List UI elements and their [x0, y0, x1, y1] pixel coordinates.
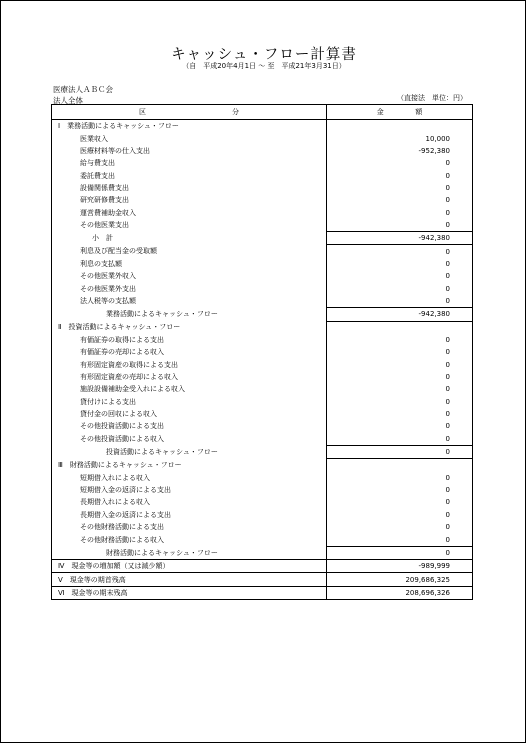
row-label: その他財務活動による支出: [52, 521, 327, 533]
row-amount: 0: [327, 496, 473, 508]
row-label: 医療材料等の仕入支出: [52, 145, 327, 157]
column-header-category-char2: 分: [232, 108, 239, 116]
summary-row: [52, 586, 473, 599]
table-row: [52, 359, 473, 371]
row-amount: 0: [327, 169, 473, 181]
row-label: その他医業外収入: [52, 270, 327, 282]
row-amount: -942,380: [327, 232, 473, 245]
row-label: 研究研修費支出: [52, 194, 327, 206]
row-amount: -942,380: [327, 308, 473, 321]
row-amount: 0: [327, 282, 473, 294]
row-amount: 0: [327, 509, 473, 521]
table-row: [52, 521, 473, 533]
row-amount: 0: [327, 420, 473, 432]
row-amount: 209,686,325: [327, 573, 473, 586]
row-amount: 0: [327, 546, 473, 559]
row-label: 法人税等の支払額: [52, 295, 327, 308]
cash-flow-table: [51, 104, 473, 600]
row-label: Ⅲ 財務活動によるキャッシュ・フロー: [52, 459, 327, 472]
row-amount: 0: [327, 383, 473, 395]
table-row: [52, 245, 473, 258]
row-label: 貸付金の回収による収入: [52, 408, 327, 420]
row-amount: 0: [327, 334, 473, 346]
table-row: [52, 194, 473, 206]
column-header-amount-char1: 金: [376, 108, 384, 116]
row-amount: 0: [327, 396, 473, 408]
summary-row: [52, 560, 473, 573]
row-label: 給与費支出: [52, 157, 327, 169]
row-label: 有価証券の売却による収入: [52, 346, 327, 358]
row-amount: 0: [327, 295, 473, 308]
table-row: [52, 282, 473, 294]
row-amount: 10,000: [327, 132, 473, 144]
table-row: [52, 157, 473, 169]
row-amount: 0: [327, 445, 473, 458]
table-row: [52, 472, 473, 484]
table-row: [52, 371, 473, 383]
row-label: 業務活動によるキャッシュ・フロー: [52, 308, 327, 321]
page-title: キャッシュ・フロー計算書: [171, 47, 357, 63]
section-total-row: [52, 445, 473, 458]
method-unit-note: （直接法 単位：円）: [397, 94, 467, 102]
row-label: その他財務活動による収入: [52, 533, 327, 546]
row-amount: 0: [327, 270, 473, 282]
row-amount: 0: [327, 346, 473, 358]
table-row: [52, 145, 473, 157]
table-row: [52, 484, 473, 496]
table-row: [52, 420, 473, 432]
row-amount: 0: [327, 472, 473, 484]
row-label: 長期借入金の返済による支出: [52, 509, 327, 521]
table-row: [52, 334, 473, 346]
row-amount: 0: [327, 408, 473, 420]
row-amount: -952,380: [327, 145, 473, 157]
table-header-row: [52, 105, 473, 120]
row-label: 短期借入金の返済による支出: [52, 484, 327, 496]
section-total-row: [52, 546, 473, 559]
column-header-amount-char2: 額: [415, 108, 423, 116]
table-row: [52, 295, 473, 308]
row-amount: 0: [327, 258, 473, 270]
row-amount: 0: [327, 433, 473, 446]
row-label: 利息の支払額: [52, 258, 327, 270]
row-amount: 0: [327, 194, 473, 206]
row-amount: [327, 459, 473, 472]
row-label: その他医業外支出: [52, 282, 327, 294]
section-heading-row: [52, 120, 473, 133]
row-amount: 0: [327, 484, 473, 496]
table-row: [52, 182, 473, 194]
row-label: 医業収入: [52, 132, 327, 144]
row-label: 運営費補助金収入: [52, 206, 327, 218]
column-header-category: [52, 105, 327, 120]
row-label: その他投資活動による支出: [52, 420, 327, 432]
column-header-amount: [327, 105, 473, 120]
table-row: [52, 433, 473, 446]
report-scope: 法人全体: [53, 96, 83, 105]
row-amount: [327, 321, 473, 334]
subtotal-row: [52, 232, 473, 245]
row-amount: 0: [327, 521, 473, 533]
table-row: [52, 258, 473, 270]
row-amount: 0: [327, 219, 473, 232]
row-amount: 0: [327, 157, 473, 169]
row-label: Ⅵ 現金等の期末残高: [52, 586, 327, 599]
row-label: Ⅱ 投資活動によるキャッシュ・フロー: [52, 321, 327, 334]
table-row: [52, 219, 473, 232]
section-heading-row: [52, 321, 473, 334]
table-row: [52, 396, 473, 408]
row-label: 利息及び配当金の受取額: [52, 245, 327, 258]
row-label: Ⅴ 現金等の期首残高: [52, 573, 327, 586]
row-label: 短期借入れによる収入: [52, 472, 327, 484]
row-label: 貸付けによる支出: [52, 396, 327, 408]
row-label: Ⅳ 現金等の増加額（又は減少額）: [52, 560, 327, 573]
row-amount: 0: [327, 245, 473, 258]
table-row: [52, 509, 473, 521]
row-amount: 0: [327, 182, 473, 194]
section-total-row: [52, 308, 473, 321]
summary-row: [52, 573, 473, 586]
fiscal-period: （自 平成20年4月1日 ～ 至 平成21年3月31日）: [182, 62, 346, 70]
row-label: 有形固定資産の売却による収入: [52, 371, 327, 383]
row-amount: [327, 120, 473, 133]
row-label: 設備関係費支出: [52, 182, 327, 194]
row-amount: 0: [327, 359, 473, 371]
table-row: [52, 270, 473, 282]
table-row: [52, 383, 473, 395]
row-label: 有価証券の取得による支出: [52, 334, 327, 346]
corporation-name: 医療法人ＡＢＣ会: [53, 85, 113, 94]
row-label: 小 計: [52, 232, 327, 245]
row-label: 施設設備補助金受入れによる収入: [52, 383, 327, 395]
table-row: [52, 408, 473, 420]
row-amount: 0: [327, 371, 473, 383]
table-row: [52, 533, 473, 546]
row-label: 投資活動によるキャッシュ・フロー: [52, 445, 327, 458]
row-amount: 0: [327, 206, 473, 218]
table-row: [52, 206, 473, 218]
row-label: Ⅰ 業務活動によるキャッシュ・フロー: [52, 120, 327, 133]
row-amount: 208,696,326: [327, 586, 473, 599]
column-header-category-char1: 区: [139, 108, 146, 116]
row-label: 長期借入れによる収入: [52, 496, 327, 508]
row-label: その他投資活動による収入: [52, 433, 327, 446]
row-label: 財務活動によるキャッシュ・フロー: [52, 546, 327, 559]
row-amount: 0: [327, 533, 473, 546]
table-row: [52, 132, 473, 144]
row-amount: -989,999: [327, 560, 473, 573]
row-label: 有形固定資産の取得による支出: [52, 359, 327, 371]
table-row: [52, 346, 473, 358]
section-heading-row: [52, 459, 473, 472]
table-row: [52, 496, 473, 508]
table-row: [52, 169, 473, 181]
row-label: その他医業支出: [52, 219, 327, 232]
corporation-info: [53, 84, 113, 106]
row-label: 委託費支出: [52, 169, 327, 181]
